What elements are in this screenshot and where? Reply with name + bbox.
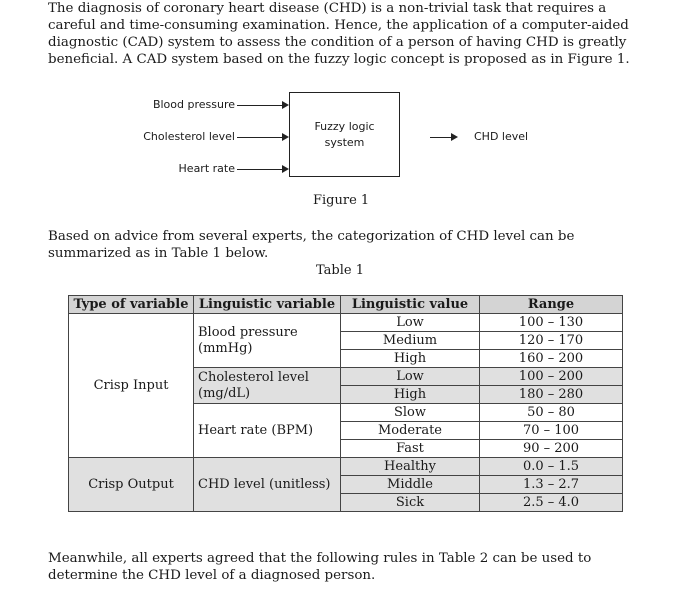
range-cell: 0.0 – 1.5 <box>480 458 623 476</box>
linguistic-value-cell: Fast <box>341 440 480 458</box>
input-arrow-line <box>237 105 283 106</box>
intro-paragraph: The diagnosis of coronary heart disease (CHD) is a non-trivial task that requires a careful and time-consuming examination. Hence, the application of a computer-aided diagnostic (CAD) system to assess the condition of a person of having CHD is greatly beneficial. A CAD system based on the fuzzy logic concept is proposed as in Figure 1. <box>48 1 630 67</box>
linguistic-variable-cell: Cholesterol level (mg/dL) <box>194 368 341 404</box>
linguistic-variable-cell: Blood pressure (mmHg) <box>194 314 341 368</box>
advice-paragraph: Based on advice from several experts, the categorization of CHD level can be summarized as in Table 1 below. <box>48 229 575 261</box>
linguistic-value-cell: Low <box>341 314 480 332</box>
fuzzy-logic-system-box <box>289 92 400 177</box>
arrow-right-icon <box>451 133 458 141</box>
linguistic-value-cell: High <box>341 386 480 404</box>
arrow-right-icon <box>282 101 289 109</box>
linguistic-value-cell: Slow <box>341 404 480 422</box>
table-caption: Table 1 <box>316 263 364 278</box>
crisp-input-cell: Crisp Input <box>69 314 194 458</box>
header-type-of-variable: Type of variable <box>69 296 194 314</box>
range-cell: 90 – 200 <box>480 440 623 458</box>
range-cell: 160 – 200 <box>480 350 623 368</box>
range-cell: 2.5 – 4.0 <box>480 494 623 512</box>
crisp-output-cell: Crisp Output <box>69 458 194 512</box>
input-arrow-line <box>237 137 283 138</box>
arrow-right-icon <box>282 133 289 141</box>
closing-paragraph: Meanwhile, all experts agreed that the following rules in Table 2 can be used to determine the CHD level of a diagnosed person. <box>48 551 592 583</box>
range-cell: 50 – 80 <box>480 404 623 422</box>
range-cell: 1.3 – 2.7 <box>480 476 623 494</box>
input-arrow-line <box>237 169 283 170</box>
input-label-blood-pressure: Blood pressure <box>152 98 235 111</box>
table-header-row <box>69 296 623 314</box>
range-cell: 180 – 280 <box>480 386 623 404</box>
range-cell: 120 – 170 <box>480 332 623 350</box>
linguistic-value-cell: Middle <box>341 476 480 494</box>
chd-categorization-table <box>68 295 623 512</box>
range-cell: 100 – 200 <box>480 368 623 386</box>
linguistic-value-cell: Medium <box>341 332 480 350</box>
arrow-right-icon <box>282 165 289 173</box>
output-label-chd-level: CHD level <box>474 130 529 143</box>
header-range: Range <box>480 296 623 314</box>
output-arrow-line <box>430 137 452 138</box>
figure-caption: Figure 1 <box>313 193 370 208</box>
linguistic-value-cell: Healthy <box>341 458 480 476</box>
linguistic-variable-cell: Heart rate (BPM) <box>194 404 341 458</box>
range-cell: 100 – 130 <box>480 314 623 332</box>
input-label-cholesterol: Cholesterol level <box>143 130 235 143</box>
linguistic-value-cell: Low <box>341 368 480 386</box>
range-cell: 70 – 100 <box>480 422 623 440</box>
header-linguistic-value: Linguistic value <box>341 296 480 314</box>
linguistic-value-cell: Sick <box>341 494 480 512</box>
header-linguistic-variable: Linguistic variable <box>194 296 341 314</box>
linguistic-variable-cell: CHD level (unitless) <box>194 458 341 512</box>
input-label-heart-rate: Heart rate <box>178 162 235 175</box>
system-label: Fuzzy logic system <box>314 119 375 149</box>
table-row <box>69 458 623 476</box>
table-row <box>69 314 623 332</box>
linguistic-value-cell: Moderate <box>341 422 480 440</box>
linguistic-value-cell: High <box>341 350 480 368</box>
